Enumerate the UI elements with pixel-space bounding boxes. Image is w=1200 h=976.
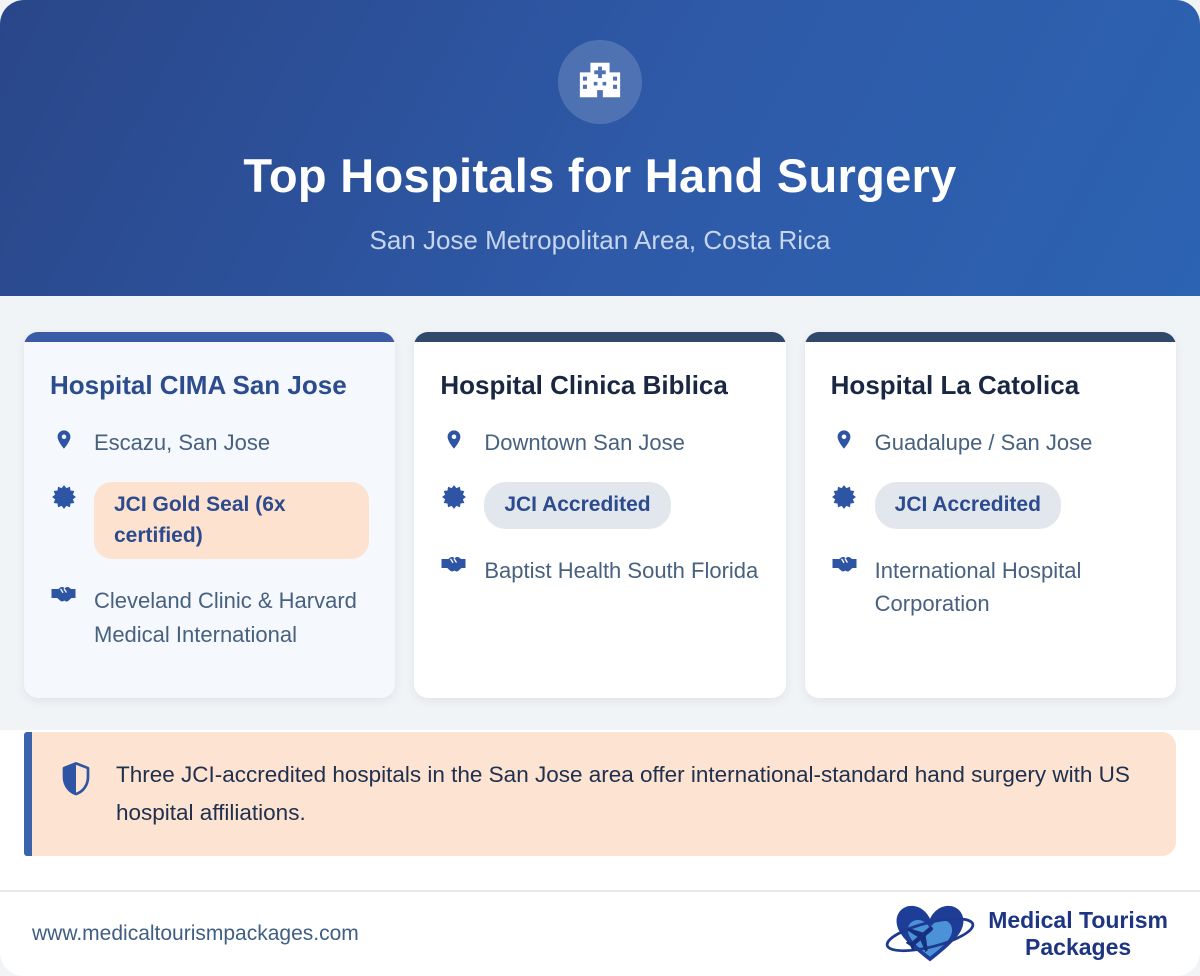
card-body <box>414 342 785 611</box>
location-pin-icon <box>50 426 77 453</box>
hospital-card-la-catolica <box>805 332 1176 698</box>
handshake-icon <box>831 554 858 576</box>
heart-airplane-logo-icon <box>878 893 982 974</box>
affiliation-row <box>831 552 1150 621</box>
affiliation-text: Baptist Health South Florida <box>484 557 759 583</box>
hospital-icon <box>577 60 623 105</box>
certificate-seal-icon <box>440 484 467 510</box>
handshake-icon <box>50 584 77 606</box>
location-text: Escazu, San Jose <box>94 430 271 455</box>
accreditation-badge: JCI Accredited <box>875 482 1061 528</box>
location-text: Downtown San Jose <box>484 430 685 455</box>
hospital-name: Hospital Clinica Biblica <box>440 370 728 400</box>
hospital-card-clinica-biblica <box>414 332 785 698</box>
accreditation-badge: JCI Accredited <box>484 482 670 528</box>
brand-name-line2: Packages <box>1025 933 1132 960</box>
location-text: Guadalupe / San Jose <box>874 430 1093 455</box>
affiliation-row <box>440 552 759 587</box>
page-subtitle: San Jose Metropolitan Area, Costa Rica <box>369 225 831 255</box>
header-icon-circle <box>558 40 642 124</box>
website-link[interactable]: www.medicaltourismpackages.com <box>32 921 359 945</box>
hospital-cards-row <box>24 332 1176 698</box>
shield-halved-icon <box>60 761 92 802</box>
accreditation-badge: JCI Gold Seal (6x certified) <box>94 482 369 559</box>
card-body <box>24 342 395 675</box>
summary-section <box>0 730 1200 856</box>
hospital-card-cima <box>24 332 395 698</box>
location-row <box>831 424 1150 459</box>
header <box>0 0 1200 296</box>
summary-text: Three JCI-accredited hospitals in the San Jose area offer international-standard hand surgery with US hospital affiliations. <box>116 762 1130 825</box>
brand-name <box>988 907 1168 961</box>
card-accent-bar <box>414 332 785 342</box>
hospital-name: Hospital CIMA San Jose <box>50 370 347 400</box>
page-title: Top Hospitals for Hand Surgery <box>243 149 957 202</box>
summary-callout <box>24 732 1176 856</box>
accreditation-row <box>440 482 759 528</box>
handshake-icon <box>440 554 467 576</box>
card-accent-bar <box>805 332 1176 342</box>
affiliation-text: International Hospital Corporation <box>874 557 1082 617</box>
affiliation-text: Cleveland Clinic & Harvard Medical International <box>94 588 357 647</box>
hospital-name: Hospital La Catolica <box>830 370 1080 400</box>
location-row <box>50 424 369 459</box>
certificate-seal-icon <box>50 484 77 510</box>
brand-name-line1: Medical Tourism <box>988 906 1168 933</box>
certificate-seal-icon <box>831 484 858 510</box>
card-accent-bar <box>24 332 395 342</box>
location-pin-icon <box>831 426 858 453</box>
hospitals-section <box>0 296 1200 730</box>
accreditation-row <box>50 482 369 559</box>
footer <box>0 890 1200 976</box>
location-row <box>440 424 759 459</box>
affiliation-row <box>50 582 369 651</box>
location-pin-icon <box>440 426 467 453</box>
card-body <box>805 342 1176 645</box>
accreditation-row <box>831 482 1150 528</box>
brand-logo <box>878 893 1168 974</box>
